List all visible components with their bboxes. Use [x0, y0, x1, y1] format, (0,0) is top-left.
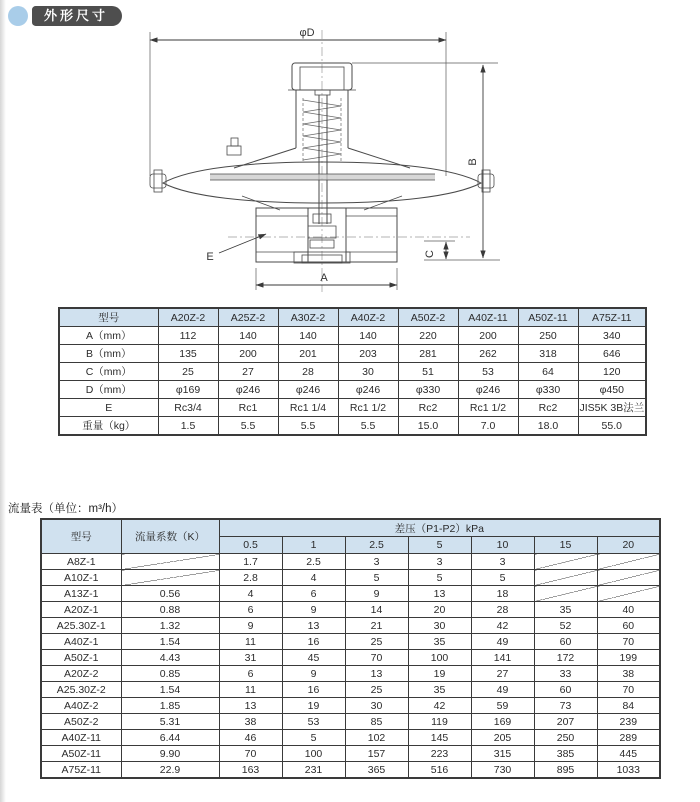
dims-row: [59, 399, 646, 417]
flow-value-cell: 19: [282, 698, 345, 714]
flow-table-title: 流量表（单位：m³/h）: [8, 503, 123, 515]
flow-value-cell: 85: [345, 714, 408, 730]
flow-value-cell: 35: [534, 602, 597, 618]
flow-value-cell: [597, 570, 660, 586]
dims-cell: 53: [458, 363, 518, 381]
dims-cell: 7.0: [458, 417, 518, 436]
flow-value-cell: 38: [219, 714, 282, 730]
dims-cell: 250: [518, 327, 578, 345]
dims-cell: 55.0: [578, 417, 646, 436]
dims-cell: 25: [158, 363, 218, 381]
flow-value-cell: 45: [282, 650, 345, 666]
label-e: E: [206, 251, 214, 263]
flow-k-cell: 0.56: [121, 586, 219, 602]
flow-k-cell: 1.85: [121, 698, 219, 714]
flow-value-cell: 60: [597, 618, 660, 634]
flow-value-cell: 16: [282, 634, 345, 650]
flow-value-cell: 199: [597, 650, 660, 666]
flow-value-cell: 172: [534, 650, 597, 666]
flow-value-cell: 31: [219, 650, 282, 666]
flow-value-cell: 38: [597, 666, 660, 682]
flow-value-cell: 14: [345, 602, 408, 618]
dims-cell: φ246: [218, 381, 278, 399]
flow-value-cell: 100: [282, 746, 345, 762]
flow-model-cell: A13Z-1: [41, 586, 121, 602]
flow-value-cell: [534, 586, 597, 602]
dims-cell: 220: [398, 327, 458, 345]
flow-value-cell: 70: [345, 650, 408, 666]
flow-model-cell: A50Z-11: [41, 746, 121, 762]
flow-row: [41, 570, 660, 586]
flow-value-cell: 315: [471, 746, 534, 762]
flow-value-cell: 25: [345, 682, 408, 698]
dims-cell: φ246: [338, 381, 398, 399]
flow-value-cell: 30: [345, 698, 408, 714]
dims-cell: φ169: [158, 381, 218, 399]
flow-value-cell: 102: [345, 730, 408, 746]
dims-col-header: A30Z-2: [278, 308, 338, 327]
dims-cell: φ330: [398, 381, 458, 399]
flow-row: [41, 602, 660, 618]
flow-value-cell: 4: [282, 570, 345, 586]
flow-value-cell: 9: [219, 618, 282, 634]
dims-cell: 203: [338, 345, 398, 363]
flow-table: [40, 518, 661, 779]
dim-b-label: B: [467, 158, 479, 166]
flow-value-cell: 84: [597, 698, 660, 714]
flow-value-cell: 5: [345, 570, 408, 586]
dims-cell: Rc2: [518, 399, 578, 417]
flow-value-cell: 6: [219, 602, 282, 618]
flow-row: [41, 698, 660, 714]
dims-row: [59, 417, 646, 436]
dims-col-header: 型号: [59, 308, 158, 327]
dims-cell: Rc1 1/2: [458, 399, 518, 417]
flow-value-cell: 35: [408, 682, 471, 698]
flow-header-row-1: [41, 519, 660, 537]
flow-row: [41, 586, 660, 602]
flow-value-cell: 13: [282, 618, 345, 634]
dims-cell: Rc1 1/2: [338, 399, 398, 417]
flow-k-cell: 9.90: [121, 746, 219, 762]
flow-model-cell: A40Z-1: [41, 634, 121, 650]
flow-k-cell: 4.43: [121, 650, 219, 666]
flow-value-cell: 13: [219, 698, 282, 714]
dims-col-header: A20Z-2: [158, 308, 218, 327]
flow-k-cell: 1.54: [121, 634, 219, 650]
dims-cell: φ450: [578, 381, 646, 399]
flow-value-cell: 895: [534, 762, 597, 779]
dims-col-header: A40Z-2: [338, 308, 398, 327]
flow-value-cell: 18: [471, 586, 534, 602]
dims-cell: 112: [158, 327, 218, 345]
dims-cell: 5.5: [338, 417, 398, 436]
dims-col-header: A25Z-2: [218, 308, 278, 327]
flow-k-cell: 1.32: [121, 618, 219, 634]
dims-col-header: A40Z-11: [458, 308, 518, 327]
dims-row-label: C（mm）: [59, 363, 158, 381]
flow-model-cell: A20Z-1: [41, 602, 121, 618]
flow-value-cell: 49: [471, 634, 534, 650]
flow-model-cell: A25.30Z-2: [41, 682, 121, 698]
dims-cell: Rc2: [398, 399, 458, 417]
flow-value-cell: 11: [219, 682, 282, 698]
dims-cell: 28: [278, 363, 338, 381]
flow-value-cell: 33: [534, 666, 597, 682]
flow-pressure-header: 10: [471, 537, 534, 554]
flow-span-header: 差压（P1-P2）kPa: [219, 519, 660, 537]
flow-value-cell: 385: [534, 746, 597, 762]
dims-cell: JIS5K 3B法兰: [578, 399, 646, 417]
flow-model-cell: A40Z-11: [41, 730, 121, 746]
dims-cell: φ330: [518, 381, 578, 399]
dim-c-label: C: [424, 250, 436, 258]
flow-value-cell: 1.7: [219, 554, 282, 570]
flow-pressure-header: 0.5: [219, 537, 282, 554]
dims-row-label: E: [59, 399, 158, 417]
dims-cell: 201: [278, 345, 338, 363]
flow-value-cell: 250: [534, 730, 597, 746]
flow-value-cell: 9: [282, 602, 345, 618]
flow-value-cell: 49: [471, 682, 534, 698]
flow-value-cell: [534, 554, 597, 570]
flow-model-cell: A50Z-1: [41, 650, 121, 666]
dims-cell: 1.5: [158, 417, 218, 436]
flow-value-cell: 6: [219, 666, 282, 682]
flow-value-cell: 19: [408, 666, 471, 682]
flow-value-cell: 28: [471, 602, 534, 618]
flow-pressure-header: 2.5: [345, 537, 408, 554]
flow-value-cell: 16: [282, 682, 345, 698]
flow-value-cell: 100: [408, 650, 471, 666]
dims-cell: Rc1 1/4: [278, 399, 338, 417]
flow-value-cell: 21: [345, 618, 408, 634]
flow-row: [41, 666, 660, 682]
flow-value-cell: 445: [597, 746, 660, 762]
dims-cell: 64: [518, 363, 578, 381]
dims-cell: 5.5: [218, 417, 278, 436]
section-title: 外形尺寸: [32, 6, 122, 26]
flow-value-cell: 365: [345, 762, 408, 779]
dims-cell: 262: [458, 345, 518, 363]
dims-cell: 318: [518, 345, 578, 363]
dims-header-row: [59, 308, 646, 327]
flow-value-cell: 2.5: [282, 554, 345, 570]
flow-value-cell: 59: [471, 698, 534, 714]
flow-value-cell: 27: [471, 666, 534, 682]
flow-pressure-header: 20: [597, 537, 660, 554]
flow-value-cell: 4: [219, 586, 282, 602]
dims-row-label: D（mm）: [59, 381, 158, 399]
flow-value-cell: 2.8: [219, 570, 282, 586]
dims-col-header: A50Z-11: [518, 308, 578, 327]
flow-value-cell: 46: [219, 730, 282, 746]
flow-value-cell: 20: [408, 602, 471, 618]
dims-cell: 15.0: [398, 417, 458, 436]
flow-pressure-header: 15: [534, 537, 597, 554]
dims-cell: Rc3/4: [158, 399, 218, 417]
flow-value-cell: 5: [408, 570, 471, 586]
dims-cell: 135: [158, 345, 218, 363]
dims-cell: φ246: [458, 381, 518, 399]
flow-value-cell: 13: [345, 666, 408, 682]
flow-value-cell: 73: [534, 698, 597, 714]
dims-cell: 5.5: [278, 417, 338, 436]
dims-cell: 140: [338, 327, 398, 345]
dims-cell: 646: [578, 345, 646, 363]
flow-value-cell: 1033: [597, 762, 660, 779]
flow-value-cell: 223: [408, 746, 471, 762]
flow-value-cell: 70: [219, 746, 282, 762]
flow-k-cell: 5.31: [121, 714, 219, 730]
flow-model-cell: A10Z-1: [41, 570, 121, 586]
flow-value-cell: 40: [597, 602, 660, 618]
flow-value-cell: [597, 554, 660, 570]
flow-row: [41, 730, 660, 746]
dim-a-label: A: [320, 272, 328, 284]
dims-cell: 120: [578, 363, 646, 381]
flow-value-cell: 119: [408, 714, 471, 730]
flow-row: [41, 618, 660, 634]
dims-row-label: A（mm）: [59, 327, 158, 345]
flow-row: [41, 762, 660, 779]
dimensions-table: [58, 307, 647, 436]
flow-value-cell: 60: [534, 634, 597, 650]
flow-model-cell: A25.30Z-1: [41, 618, 121, 634]
dims-cell: 281: [398, 345, 458, 363]
flow-value-cell: 25: [345, 634, 408, 650]
flow-value-cell: 13: [408, 586, 471, 602]
flow-value-cell: 6: [282, 586, 345, 602]
flow-value-cell: 9: [345, 586, 408, 602]
dims-cell: 18.0: [518, 417, 578, 436]
flow-pressure-header: 1: [282, 537, 345, 554]
dims-cell: 200: [458, 327, 518, 345]
dims-col-header: A50Z-2: [398, 308, 458, 327]
flow-row: [41, 554, 660, 570]
flow-value-cell: 42: [408, 698, 471, 714]
flow-k-cell: [121, 554, 219, 570]
flow-value-cell: 42: [471, 618, 534, 634]
flow-value-cell: 70: [597, 682, 660, 698]
dims-col-header: A75Z-11: [578, 308, 646, 327]
flow-value-cell: 5: [282, 730, 345, 746]
dims-cell: 140: [218, 327, 278, 345]
dims-cell: 140: [278, 327, 338, 345]
flow-k-cell: 0.85: [121, 666, 219, 682]
flow-k-cell: 0.88: [121, 602, 219, 618]
flow-value-cell: 169: [471, 714, 534, 730]
flow-value-cell: [597, 586, 660, 602]
dims-cell: Rc1: [218, 399, 278, 417]
section-bullet-icon: [8, 6, 28, 26]
flow-k-cell: [121, 570, 219, 586]
flow-value-cell: 9: [282, 666, 345, 682]
flow-value-cell: 3: [345, 554, 408, 570]
flow-k-cell: 6.44: [121, 730, 219, 746]
flow-pressure-header: 5: [408, 537, 471, 554]
dims-cell: 30: [338, 363, 398, 381]
dims-row-label: B（mm）: [59, 345, 158, 363]
flow-row: [41, 746, 660, 762]
dims-cell: φ246: [278, 381, 338, 399]
flow-col-k: 流量系数（K）: [121, 519, 219, 554]
flow-value-cell: 141: [471, 650, 534, 666]
flow-value-cell: 5: [471, 570, 534, 586]
flow-k-cell: 1.54: [121, 682, 219, 698]
flow-k-cell: 22.9: [121, 762, 219, 779]
flow-value-cell: 3: [408, 554, 471, 570]
flow-value-cell: 516: [408, 762, 471, 779]
flow-value-cell: 70: [597, 634, 660, 650]
flow-value-cell: 52: [534, 618, 597, 634]
flow-row: [41, 682, 660, 698]
flow-value-cell: 207: [534, 714, 597, 730]
dims-row: [59, 345, 646, 363]
flow-value-cell: 60: [534, 682, 597, 698]
dims-row: [59, 327, 646, 345]
dims-cell: 27: [218, 363, 278, 381]
flow-model-cell: A20Z-2: [41, 666, 121, 682]
flow-model-cell: A75Z-11: [41, 762, 121, 779]
dimension-diagram: [130, 26, 510, 300]
flow-value-cell: 205: [471, 730, 534, 746]
flow-value-cell: 11: [219, 634, 282, 650]
dims-row: [59, 381, 646, 399]
dim-d-label: φD: [299, 27, 315, 39]
flow-col-model: 型号: [41, 519, 121, 554]
flow-value-cell: 163: [219, 762, 282, 779]
flow-value-cell: [534, 570, 597, 586]
flow-value-cell: 30: [408, 618, 471, 634]
flow-value-cell: 35: [408, 634, 471, 650]
dims-cell: 51: [398, 363, 458, 381]
dims-row: [59, 363, 646, 381]
flow-value-cell: 53: [282, 714, 345, 730]
dims-row-label: 重量（kg）: [59, 417, 158, 436]
flow-value-cell: 145: [408, 730, 471, 746]
flow-value-cell: 157: [345, 746, 408, 762]
flow-value-cell: 289: [597, 730, 660, 746]
flow-value-cell: 3: [471, 554, 534, 570]
flow-value-cell: 231: [282, 762, 345, 779]
flow-model-cell: A40Z-2: [41, 698, 121, 714]
dims-cell: 200: [218, 345, 278, 363]
flow-row: [41, 714, 660, 730]
flow-model-cell: A8Z-1: [41, 554, 121, 570]
flow-model-cell: A50Z-2: [41, 714, 121, 730]
flow-value-cell: 730: [471, 762, 534, 779]
flow-row: [41, 650, 660, 666]
flow-row: [41, 634, 660, 650]
dims-cell: 340: [578, 327, 646, 345]
flow-value-cell: 239: [597, 714, 660, 730]
